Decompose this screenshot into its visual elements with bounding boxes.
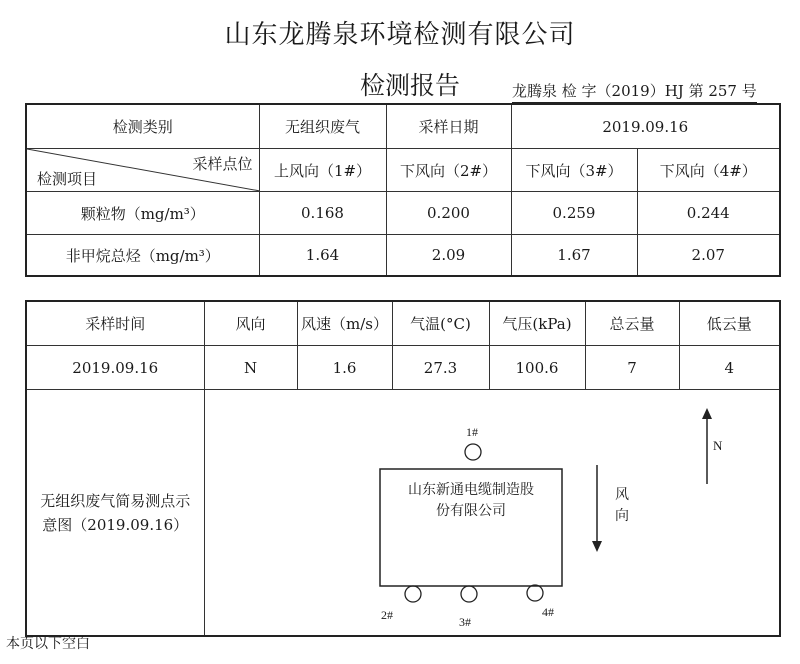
point-2-marker	[405, 586, 421, 602]
weather-value: 2019.09.16	[26, 346, 204, 390]
wind-label-char1: 风	[614, 488, 629, 503]
weather-value: 1.6	[297, 346, 392, 390]
diagram-cell	[204, 390, 780, 637]
diag-bottom-label: 检测项目	[37, 170, 98, 188]
weather-header: 低云量	[679, 301, 780, 346]
wind-direction-arrow	[592, 465, 602, 552]
diagram-label: 无组织废气简易测点示意图（2019.09.16）	[26, 390, 204, 637]
weather-value: 4	[679, 346, 780, 390]
value-cell: 2.07	[637, 235, 780, 277]
point-3-label: 3#	[458, 615, 471, 629]
sampling-diagram	[205, 390, 781, 635]
value-cell: 0.200	[386, 192, 511, 235]
point-header: 下风向（2#）	[386, 149, 511, 192]
point-header: 下风向（4#）	[637, 149, 780, 192]
diag-top-label: 采样点位	[192, 155, 253, 173]
point-header: 上风向（1#）	[259, 149, 386, 192]
point-1-label: 1#	[465, 425, 478, 439]
type-value: 无组织废气	[259, 104, 386, 149]
value-cell: 1.64	[259, 235, 386, 277]
value-cell: 0.168	[259, 192, 386, 235]
item-label: 非甲烷总烃（mg/m³）	[26, 235, 259, 277]
value-cell: 1.67	[511, 235, 637, 277]
point-1-marker	[465, 444, 481, 460]
date-value: 2019.09.16	[511, 104, 780, 149]
north-arrow-icon	[702, 408, 712, 484]
weather-value: 100.6	[489, 346, 585, 390]
point-2-label: 2#	[380, 608, 393, 622]
date-label: 采样日期	[386, 104, 511, 149]
value-cell: 2.09	[386, 235, 511, 277]
weather-header: 风向	[204, 301, 297, 346]
report-number: 龙腾泉 检 字（2019）HJ 第 257 号	[512, 80, 757, 103]
value-cell: 0.259	[511, 192, 637, 235]
factory-name-line2: 份有限公司	[435, 504, 506, 519]
diagonal-header	[26, 149, 259, 192]
point-4-label: 4#	[541, 605, 554, 619]
weather-value: 7	[585, 346, 679, 390]
weather-header: 采样时间	[26, 301, 204, 346]
weather-value: 27.3	[392, 346, 489, 390]
wind-label-char2: 向	[614, 509, 629, 524]
weather-header: 总云量	[585, 301, 679, 346]
weather-header: 气温(°C)	[392, 301, 489, 346]
factory-name-line1: 山东新通电缆制造股	[407, 483, 534, 498]
type-label: 检测类别	[26, 104, 259, 149]
point-header: 下风向（3#）	[511, 149, 637, 192]
footer-note: 本页以下空白	[6, 636, 90, 652]
results-table	[25, 103, 781, 277]
weather-header: 气压(kPa)	[489, 301, 585, 346]
point-4-marker	[527, 585, 543, 601]
company-name: 山东龙腾泉环境检测有限公司	[224, 20, 576, 50]
weather-header: 风速（m/s）	[297, 301, 392, 346]
weather-table	[25, 300, 781, 637]
item-label: 颗粒物（mg/m³）	[26, 192, 259, 235]
north-label: N	[712, 438, 722, 453]
value-cell: 0.244	[637, 192, 780, 235]
weather-value: N	[204, 346, 297, 390]
report-title: 检测报告	[360, 71, 461, 100]
point-3-marker	[461, 586, 477, 602]
